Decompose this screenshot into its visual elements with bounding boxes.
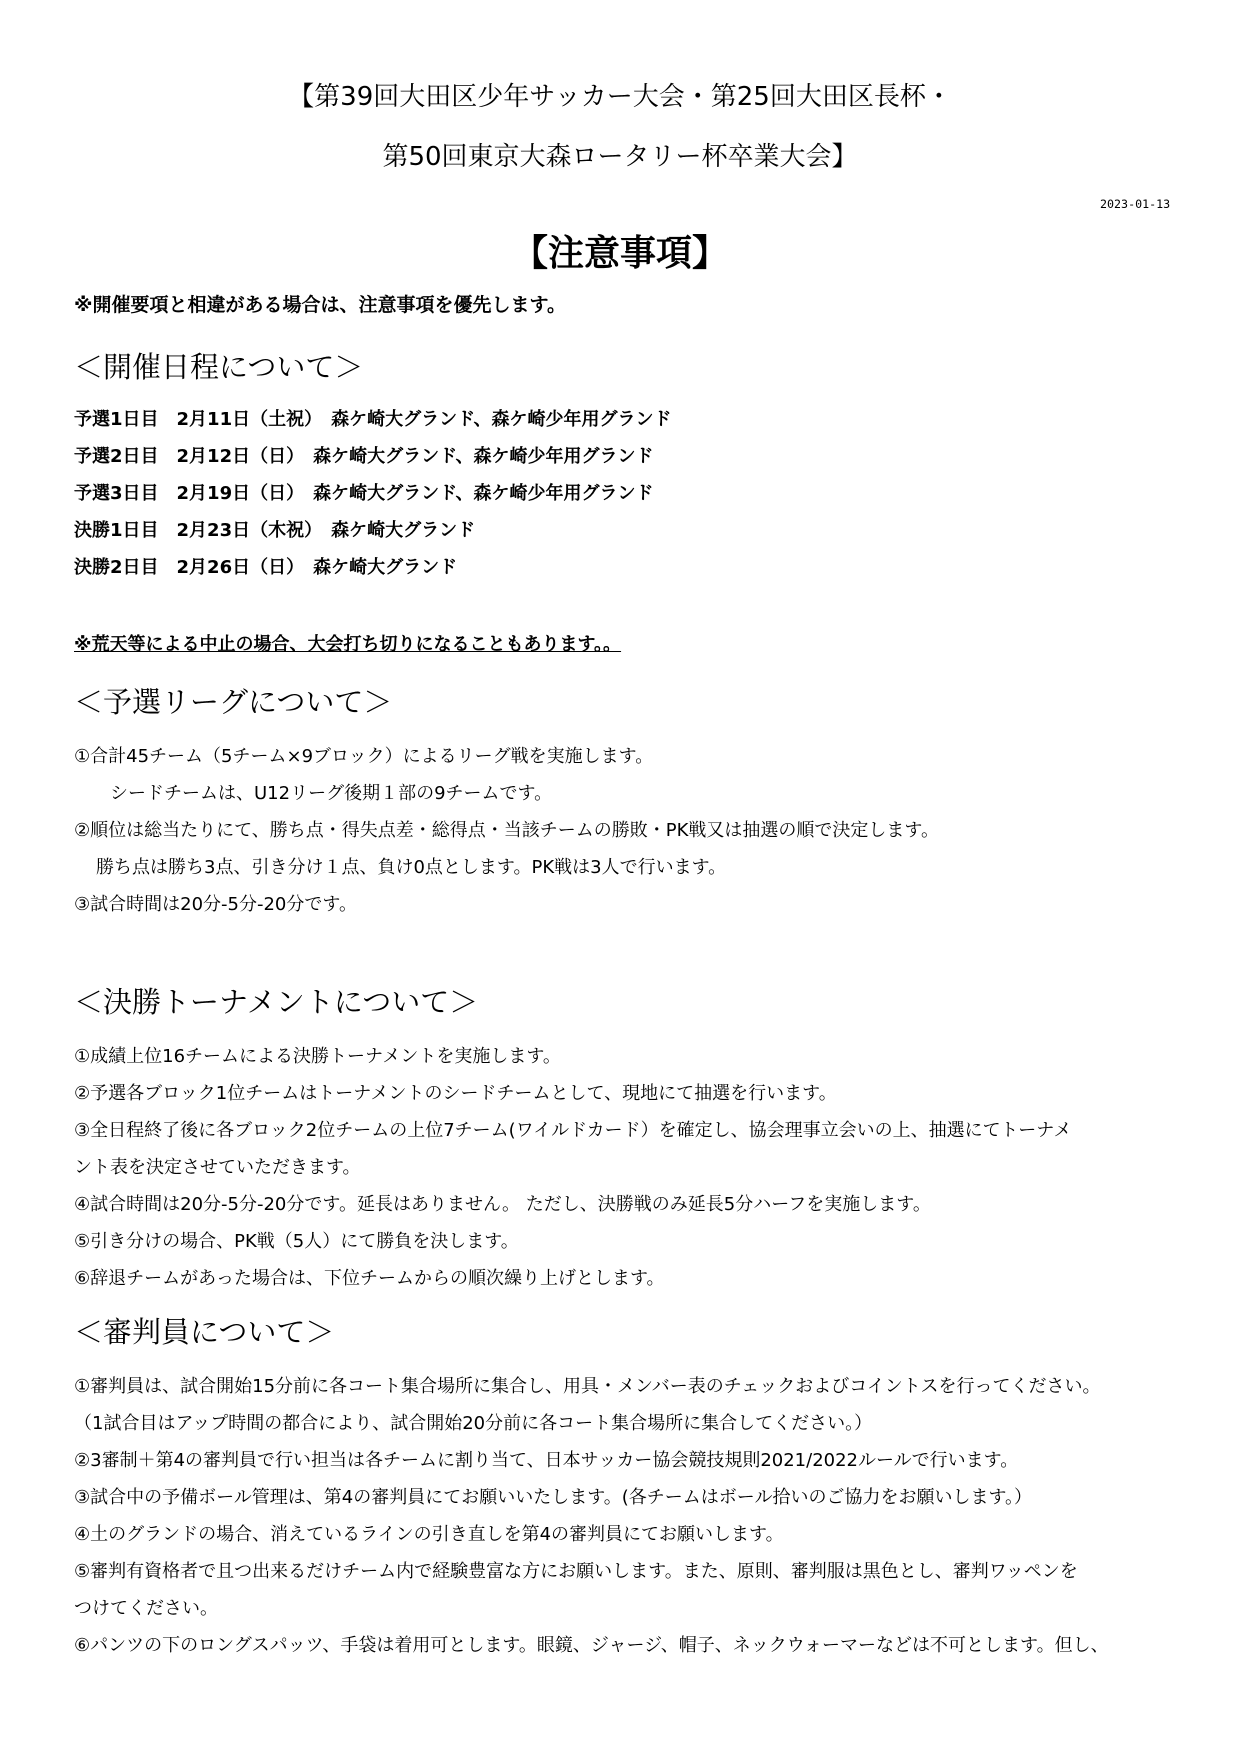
- tournament-item: ④試合時間は20分-5分-20分です。延長はありません。 ただし、決勝戦のみ延長5分ハーフを実施します。: [74, 1194, 931, 1215]
- league-item: 勝ち点は勝ち3点、引き分け１点、負け0点とします。PK戦は3人で行います。: [96, 857, 727, 878]
- league-item: シードチームは、U12リーグ後期１部の9チームです。: [110, 783, 553, 804]
- referee-item: ⑤審判有資格者で且つ出来るだけチーム内で経験豊富な方にお願いします。また、原則、審判服は黒色とし、審判ワッペンを: [74, 1561, 1078, 1582]
- tournament-item: ント表を決定させていただきます。: [74, 1157, 361, 1178]
- schedule-item: 予選3日目 2月19日（日） 森ケ崎大グランド、森ケ崎少年用グランド: [74, 483, 654, 504]
- schedule-item: 決勝2日目 2月26日（日） 森ケ崎大グランド: [74, 557, 458, 578]
- weather-cancellation-warning: ※荒天等による中止の場合、大会打ち切りになることもあります。。: [74, 634, 622, 655]
- referee-item: ①審判員は、試合開始15分前に各コート集合場所に集合し、用具・メンバー表のチェックおよびコイントスを行ってください。: [74, 1376, 1101, 1397]
- tournament-item: ②予選各ブロック1位チームはトーナメントのシードチームとして、現地にて抽選を行います。: [74, 1083, 837, 1104]
- tournament-heading: ＜決勝トーナメントについて＞: [74, 985, 479, 1019]
- schedule-item: 決勝1日目 2月23日（木祝） 森ケ崎大グランド: [74, 520, 476, 541]
- referee-item: ②3審制＋第4の審判員で行い担当は各チームに割り当て、日本サッカー協会競技規則2021/2022ルールで行います。: [74, 1450, 1019, 1471]
- page-heading: 【注意事項】: [511, 233, 728, 274]
- league-item: ①合計45チーム（5チーム×9ブロック）によるリーグ戦を実施します。: [74, 746, 654, 767]
- document-date: 2023-01-13: [1100, 197, 1171, 211]
- league-item: ②順位は総当たりにて、勝ち点・得失点差・総得点・当該チームの勝敗・PK戦又は抽選の順で決定します。: [74, 820, 939, 841]
- tournament-item: ③全日程終了後に各ブロック2位チームの上位7チーム(ワイルドカード）を確定し、協会理事立会いの上、抽選にてトーナメ: [74, 1120, 1072, 1141]
- schedule-item: 予選2日目 2月12日（日） 森ケ崎大グランド、森ケ崎少年用グランド: [74, 446, 654, 467]
- tournament-item: ①成績上位16チームによる決勝トーナメントを実施します。: [74, 1046, 561, 1067]
- tournament-item: ⑤引き分けの場合、PK戦（5人）にて勝負を決します。: [74, 1231, 519, 1252]
- league-item: ③試合時間は20分-5分-20分です。: [74, 894, 357, 915]
- referee-item: （1試合目はアップ時間の都合により、試合開始20分前に各コート集合場所に集合してください。）: [74, 1413, 873, 1434]
- priority-notice: ※開催要項と相違がある場合は、注意事項を優先します。: [74, 294, 566, 316]
- schedule-item: 予選1日目 2月11日（土祝） 森ケ崎大グランド、森ケ崎少年用グランド: [74, 409, 672, 430]
- referee-item: つけてください。: [74, 1598, 218, 1619]
- tournament-item: ⑥辞退チームがあった場合は、下位チームからの順次繰り上げとします。: [74, 1268, 665, 1289]
- tournament-title-line-2: 第50回東京大森ロータリー杯卒業大会】: [382, 142, 858, 172]
- referee-heading: ＜審判員について＞: [74, 1315, 335, 1349]
- league-heading: ＜予選リーグについて＞: [74, 685, 393, 719]
- referee-item: ④土のグランドの場合、消えているラインの引き直しを第4の審判員にてお願いします。: [74, 1524, 784, 1545]
- referee-item: ③試合中の予備ボール管理は、第4の審判員にてお願いいたします。(各チームはボール拾いのご協力をお願いします。）: [74, 1487, 1033, 1508]
- tournament-title-line-1: 【第39回大田区少年サッカー大会・第25回大田区長杯・: [288, 82, 952, 112]
- schedule-heading: ＜開催日程について＞: [74, 350, 364, 384]
- referee-item: ⑥パンツの下のロングスパッツ、手袋は着用可とします。眼鏡、ジャージ、帽子、ネックウォーマーなどは不可とします。但し、: [74, 1635, 1109, 1656]
